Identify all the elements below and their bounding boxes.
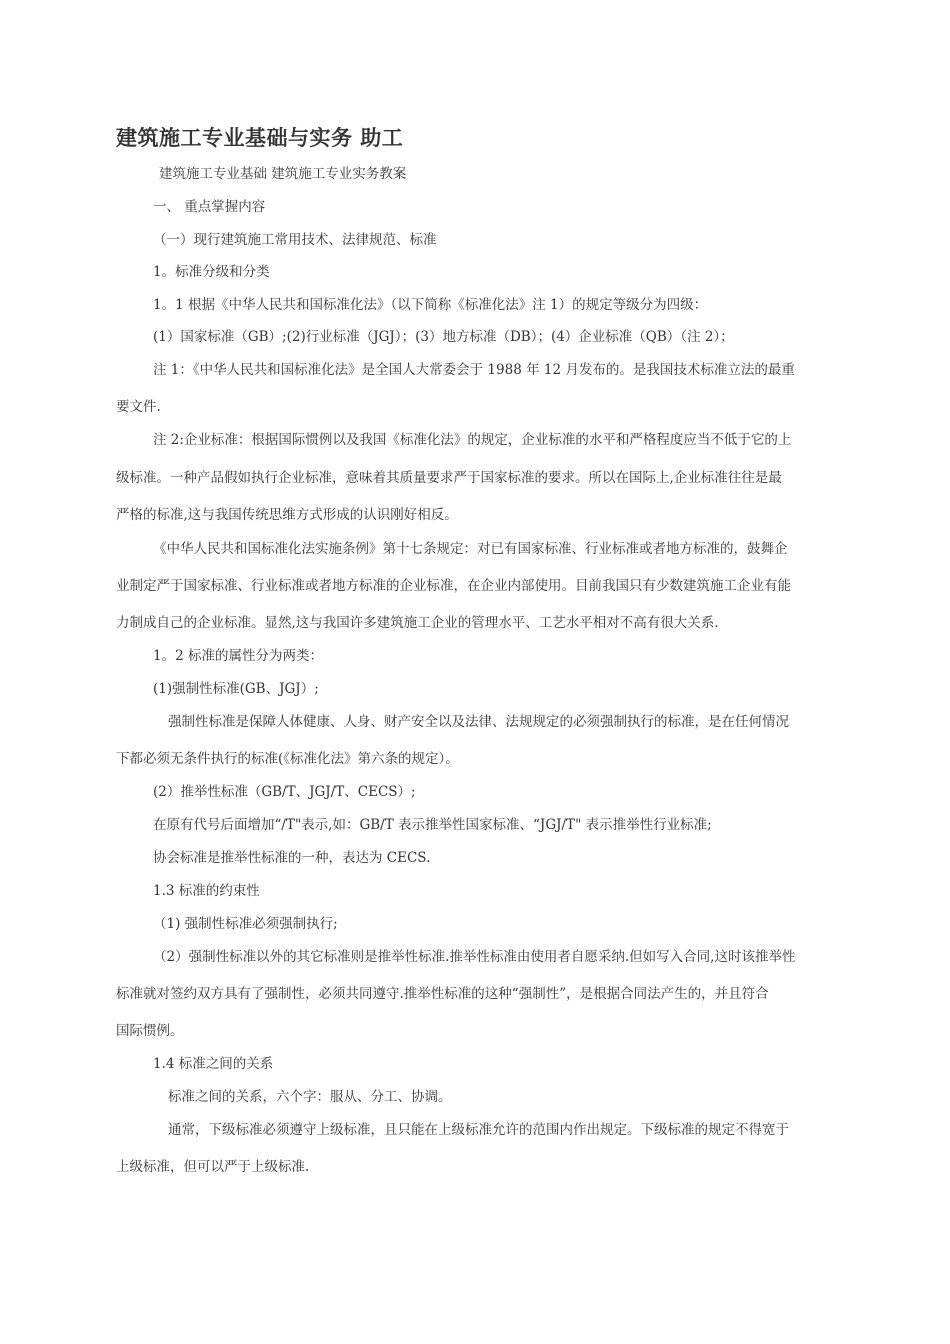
document-title: 建筑施工专业基础与实务 助工 xyxy=(116,125,404,150)
paragraph-line: 1。2 标准的属性分为两类： xyxy=(153,648,323,664)
paragraph-line: 标准就对签约双方具有了强制性，必须共同遵守.推举性标准的这种“强制性”，是根据合同法产生的，并且符合 xyxy=(116,986,769,1002)
paragraph-line: (2）推举性标准（GB/T、JGJ/T、CECS）; xyxy=(153,784,416,800)
paragraph-line: (1）国家标准（GB）;(2)行业标准（JGJ）；(3）地方标准（DB）；(4）企业标准（QB）（注 2）； xyxy=(153,329,734,345)
paragraph-line: 1.4 标准之间的关系 xyxy=(153,1056,274,1072)
paragraph-line: （2）强制性标准以外的其它标准则是推举性标准.推举性标准由使用者自愿采纳.但如写入合同,这时该推举性 xyxy=(153,949,796,965)
paragraph-line: 国际惯例。 xyxy=(116,1023,184,1039)
paragraph-line: 1。标准分级和分类 xyxy=(153,264,270,280)
paragraph-line: 要文件. xyxy=(116,399,161,415)
paragraph-line: 注 2:企业标准：根据国际惯例以及我国《标准化法》的规定，企业标准的水平和严格程度应当不低于它的上 xyxy=(153,432,792,448)
paragraph-line: 上级标准，但可以严于上级标准. xyxy=(116,1159,310,1175)
paragraph-line: 下都必须无条件执行的标准(《标准化法》第六条的规定）。 xyxy=(116,751,459,767)
paragraph-line: 通常，下级标准必须遵守上级标准，且只能在上级标准允许的范围内作出规定。下级标准的规定不得宽于 xyxy=(168,1122,789,1138)
paragraph-line: 一、 重点掌握内容 xyxy=(153,199,266,215)
paragraph-line: (1)强制性标准(GB、JGJ）; xyxy=(153,681,319,697)
paragraph-line: 注 1：《中华人民共和国标准化法》是全国人大常委会于 1988 年 12 月发布的。是我国技术标准立法的最重 xyxy=(153,362,795,378)
paragraph-line: 级标准。一种产品假如执行企业标准，意味着其质量要求严于国家标准的要求。所以在国际上,企业标准往往是最 xyxy=(116,470,782,486)
paragraph-line: 业制定严于国家标准、行业标准或者地方标准的企业标准，在企业内部使用。目前我国只有少数建筑施工企业有能 xyxy=(116,578,791,594)
paragraph-line: 力制成自己的企业标准。显然,这与我国许多建筑施工企业的管理水平、工艺水平相对不高有很大关系. xyxy=(116,615,719,631)
paragraph-line: 1.3 标准的约束性 xyxy=(153,883,260,899)
paragraph-line: （一）现行建筑施工常用技术、法律规范、标准 xyxy=(153,232,437,248)
paragraph-line: 严格的标准,这与我国传统思维方式形成的认识刚好相反。 xyxy=(116,507,458,523)
paragraph-line: 强制性标准是保障人体健康、人身、财产安全以及法律、法规规定的必须强制执行的标准，是在任何情况 xyxy=(168,714,789,730)
paragraph-line: 在原有代号后面增加“/T"表示,如：GB/T 表示推举性国家标准、“JGJ/T" 表示推举性行业标准; xyxy=(153,817,712,833)
paragraph-line: 标准之间的关系，六个字：服从、分工、协调。 xyxy=(168,1089,452,1105)
paragraph-line: （1) 强制性标准必须强制执行; xyxy=(153,916,338,932)
paragraph-line: 《中华人民共和国标准化法实施条例》第十七条规定：对已有国家标准、行业标准或者地方标准的，鼓舞企 xyxy=(153,541,788,557)
paragraph-line: 1。1 根据《中华人民共和国标准化法》（以下简称《标准化法》注 1）的规定等级分为四级： xyxy=(153,297,708,313)
paragraph-line: 协会标准是推举性标准的一种，表达为 CECS. xyxy=(153,850,431,866)
document-subtitle: 建筑施工专业基础 建筑施工专业实务教案 xyxy=(159,166,407,182)
